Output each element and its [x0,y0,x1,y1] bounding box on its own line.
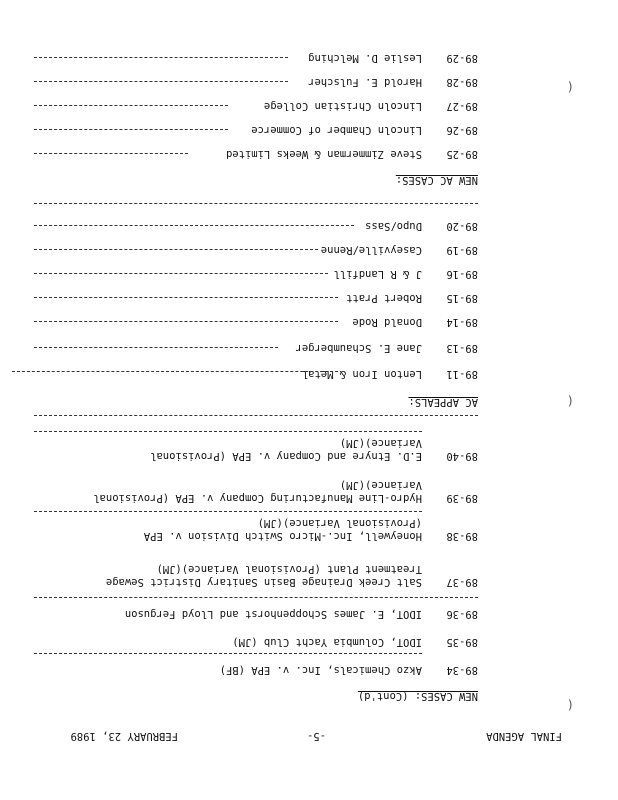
section-new-ac-cases: NEW AC CASES: [395,174,478,186]
scan-speck: ( [566,394,574,408]
divider-line [34,597,478,598]
case-number: 89-34 [446,664,478,676]
case-number: 89-26 [446,124,478,136]
case-title-continued: (Provisional Variance)(JM) [257,517,422,529]
divider-line [34,415,478,416]
divider-line [34,511,422,512]
scan-speck: ( [566,698,574,712]
scan-speck: ( [566,80,574,94]
case-title-continued: Treatment Plant (Provisional Variance)(JM) [156,563,422,575]
case-number: 89-39 [446,492,478,504]
case-number: 89-16 [446,268,478,280]
divider-line [34,347,278,348]
divider-line [34,321,338,322]
divider-line [34,297,338,298]
case-title: IDOT, Columbia Yacht Club (JM) [232,636,422,648]
divider-line [34,105,228,106]
case-number: 89-36 [446,608,478,620]
divider-line [34,57,288,58]
page-number: -5- [307,730,326,742]
case-number: 89-25 [446,148,478,160]
divider-line [34,431,422,432]
divider-line [34,81,288,82]
case-number: 89-40 [446,450,478,462]
case-number: 89-15 [446,292,478,304]
case-title: E.D. Etnyre and Company v. EPA (Provisional [150,450,422,462]
case-title: Akzo Chemicals, Inc. v. EPA (BF) [219,664,422,676]
case-number: 89-11 [446,368,478,380]
divider-line [34,273,328,274]
divider-line [34,129,228,130]
case-number: 89-27 [446,100,478,112]
section-new-cases-contd: NEW CASES: (Cont'd) [357,690,478,702]
case-title: Hydro-Line Manufacturing Company v. EPA (Provisional [93,492,422,504]
case-number: 89-19 [446,244,478,256]
case-title: Steve Zimmerman & Weeks Limited [226,148,422,160]
case-title-continued: Variance)(JM) [339,479,422,491]
agenda-header-title: FINAL AGENDA [486,730,562,742]
case-title: Lincoln Christian College [263,100,422,112]
divider-line [34,225,354,226]
case-title: Lenton Iron & Metal [301,368,422,380]
case-title: Caseyville/Renne [320,244,422,256]
divider-line [34,153,188,154]
case-number: 89-37 [446,576,478,588]
divider-line [34,653,422,654]
case-number: 89-13 [446,342,478,354]
section-ac-appeals: AC APPEALS: [408,396,478,408]
case-number: 89-20 [446,220,478,232]
case-title: Dupo/Sass [365,220,422,232]
case-title: Harold E. Fulscher [308,76,422,88]
case-title: Robert Pratt [346,292,422,304]
case-number: 89-35 [446,636,478,648]
case-title: IDOT, E. James Schoppenhorst and Lloyd Ferguson [124,608,422,620]
case-title: Lincoln Chamber of Commerce [251,124,422,136]
case-title: Leslie D. Melching [308,52,422,64]
case-number: 89-38 [446,530,478,542]
case-title: J & R Landfill [333,268,422,280]
case-title: Jane E. Schaumberger [295,342,422,354]
divider-line [12,371,338,372]
case-title-continued: Variance)(JM) [339,437,422,449]
case-title: Donald Rode [352,316,422,328]
divider-line [34,249,318,250]
case-number: 89-28 [446,76,478,88]
case-number: 89-29 [446,52,478,64]
case-title: Honeywell, Inc.-Micro Switch Division v. EPA [143,530,422,542]
case-number: 89-14 [446,316,478,328]
agenda-date: FEBRUARY 23, 1989 [70,730,178,742]
divider-line [34,203,478,204]
case-title: Salt Creek Drainage Basin Sanitary District Sewage [105,576,422,588]
